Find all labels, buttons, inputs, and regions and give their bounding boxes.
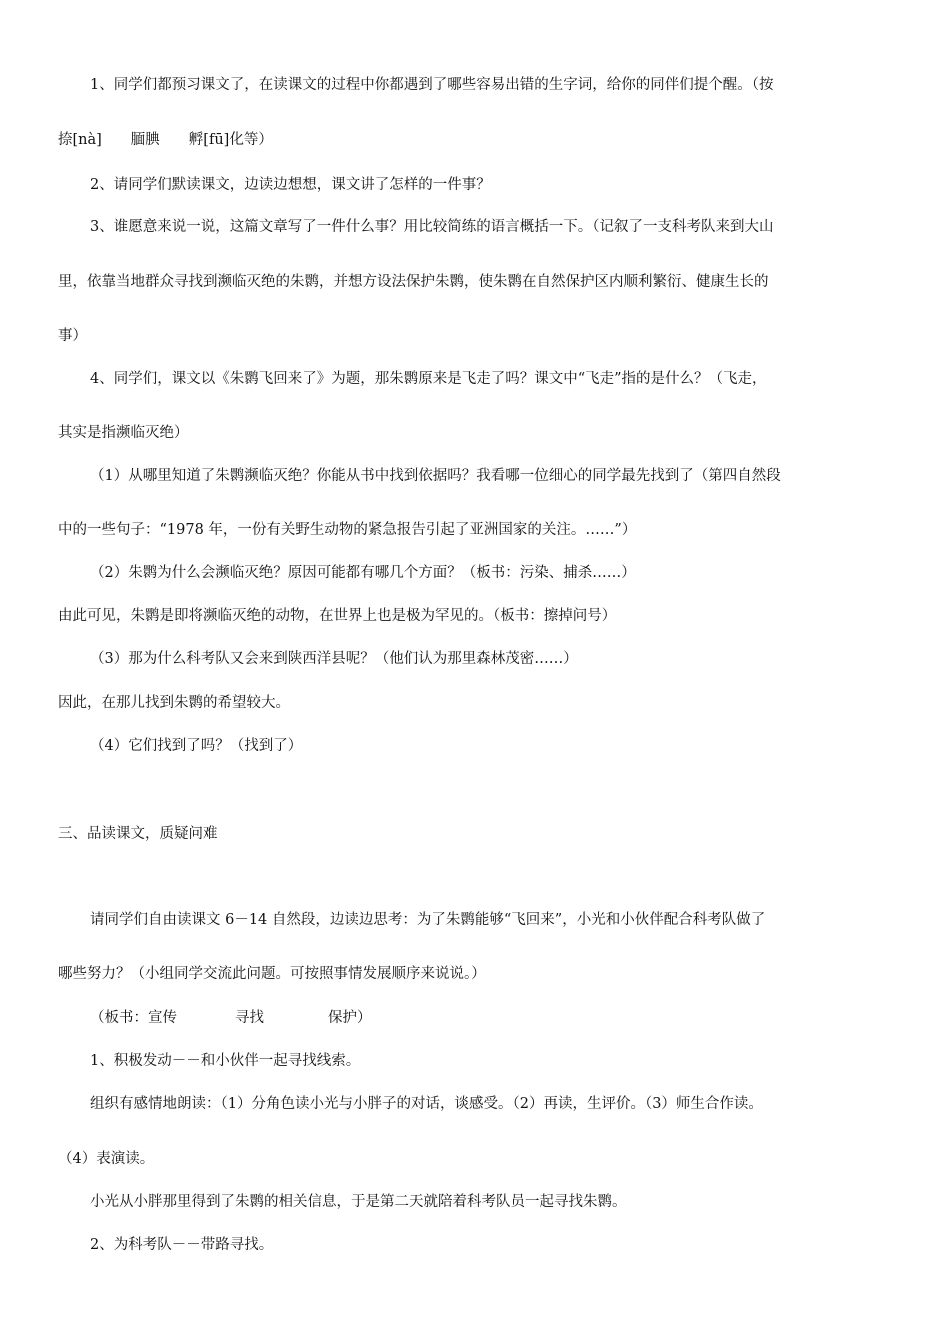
paragraph-line: （3）那为什么科考队又会来到陕西洋县呢？（他们认为那里森林茂密……）	[90, 651, 578, 667]
paragraph-line: 其实是指濒临灭绝）	[58, 425, 189, 441]
paragraph-line: 捺[nà] 腼腆 孵[fū]化等）	[58, 132, 273, 148]
paragraph-line: 3、谁愿意来说一说，这篇文章写了一件什么事？用比较简练的语言概括一下。（记叙了一支科考队来到大山	[90, 219, 774, 235]
paragraph-line: 中的一些句子：“1978 年，一份有关野生动物的紧急报告引起了亚洲国家的关注。……”）	[58, 522, 637, 538]
paragraph-line: 2、请同学们默读课文，边读边想想，课文讲了怎样的一件事？	[90, 177, 491, 193]
board-item: 寻找	[235, 1010, 264, 1026]
paragraph-line: 4、同学们，课文以《朱鹮飞回来了》为题，那朱鹮原来是飞走了吗？课文中“飞走”指的是什么？（飞走，	[90, 371, 767, 387]
paragraph-line: 请同学们自由读课文 6－14 自然段，边读边思考：为了朱鹮能够“飞回来”，小光和小伙伴配合科考队做了	[90, 912, 766, 928]
board-notes	[90, 1008, 898, 1028]
paragraph-line: （2）朱鹮为什么会濒临灭绝？原因可能都有哪几个方面？（板书：污染、捕杀……）	[90, 565, 636, 581]
paragraph-line: 小光从小胖那里得到了朱鹮的相关信息，于是第二天就陪着科考队员一起寻找朱鹮。	[90, 1194, 627, 1210]
paragraph-line: （4）它们找到了吗？（找到了）	[90, 738, 303, 754]
paragraph-line: 1、积极发动－－和小伙伴一起寻找线索。	[90, 1053, 361, 1069]
paragraph-line: 里，依靠当地群众寻找到濒临灭绝的朱鹮，并想方设法保护朱鹮，使朱鹮在自然保护区内顺利繁衍、健康生长的	[58, 274, 769, 290]
paragraph-line: 2、为科考队－－带路寻找。	[90, 1237, 274, 1253]
paragraph-line: 1、同学们都预习课文了，在读课文的过程中你都遇到了哪些容易出错的生字词，给你的同伴们提个醒。（按	[90, 77, 774, 93]
paragraph-line: （1）从哪里知道了朱鹮濒临灭绝？你能从书中找到依据吗？我看哪一位细心的同学最先找到了（第四自然段	[90, 468, 781, 484]
paragraph-line: 哪些努力？（小组同学交流此问题。可按照事情发展顺序来说说。）	[58, 966, 486, 982]
board-item: 保护）	[328, 1010, 372, 1026]
paragraph-line: 因此，在那儿找到朱鹮的希望较大。	[58, 695, 290, 711]
paragraph-line: 事）	[58, 328, 87, 344]
paragraph-line: 由此可见，朱鹮是即将濒临灭绝的动物，在世界上也是极为罕见的。（板书：擦掉问号）	[58, 608, 617, 624]
section-heading: 三、品读课文，质疑问难	[58, 826, 218, 842]
paragraph-line: （4）表演读。	[58, 1151, 155, 1167]
board-prefix: （板书：宣传	[90, 1010, 177, 1026]
paragraph-line: 组织有感情地朗读：（1）分角色读小光与小胖子的对话，谈感受。（2）再读，生评价。（3）师生合作读。	[90, 1096, 763, 1112]
